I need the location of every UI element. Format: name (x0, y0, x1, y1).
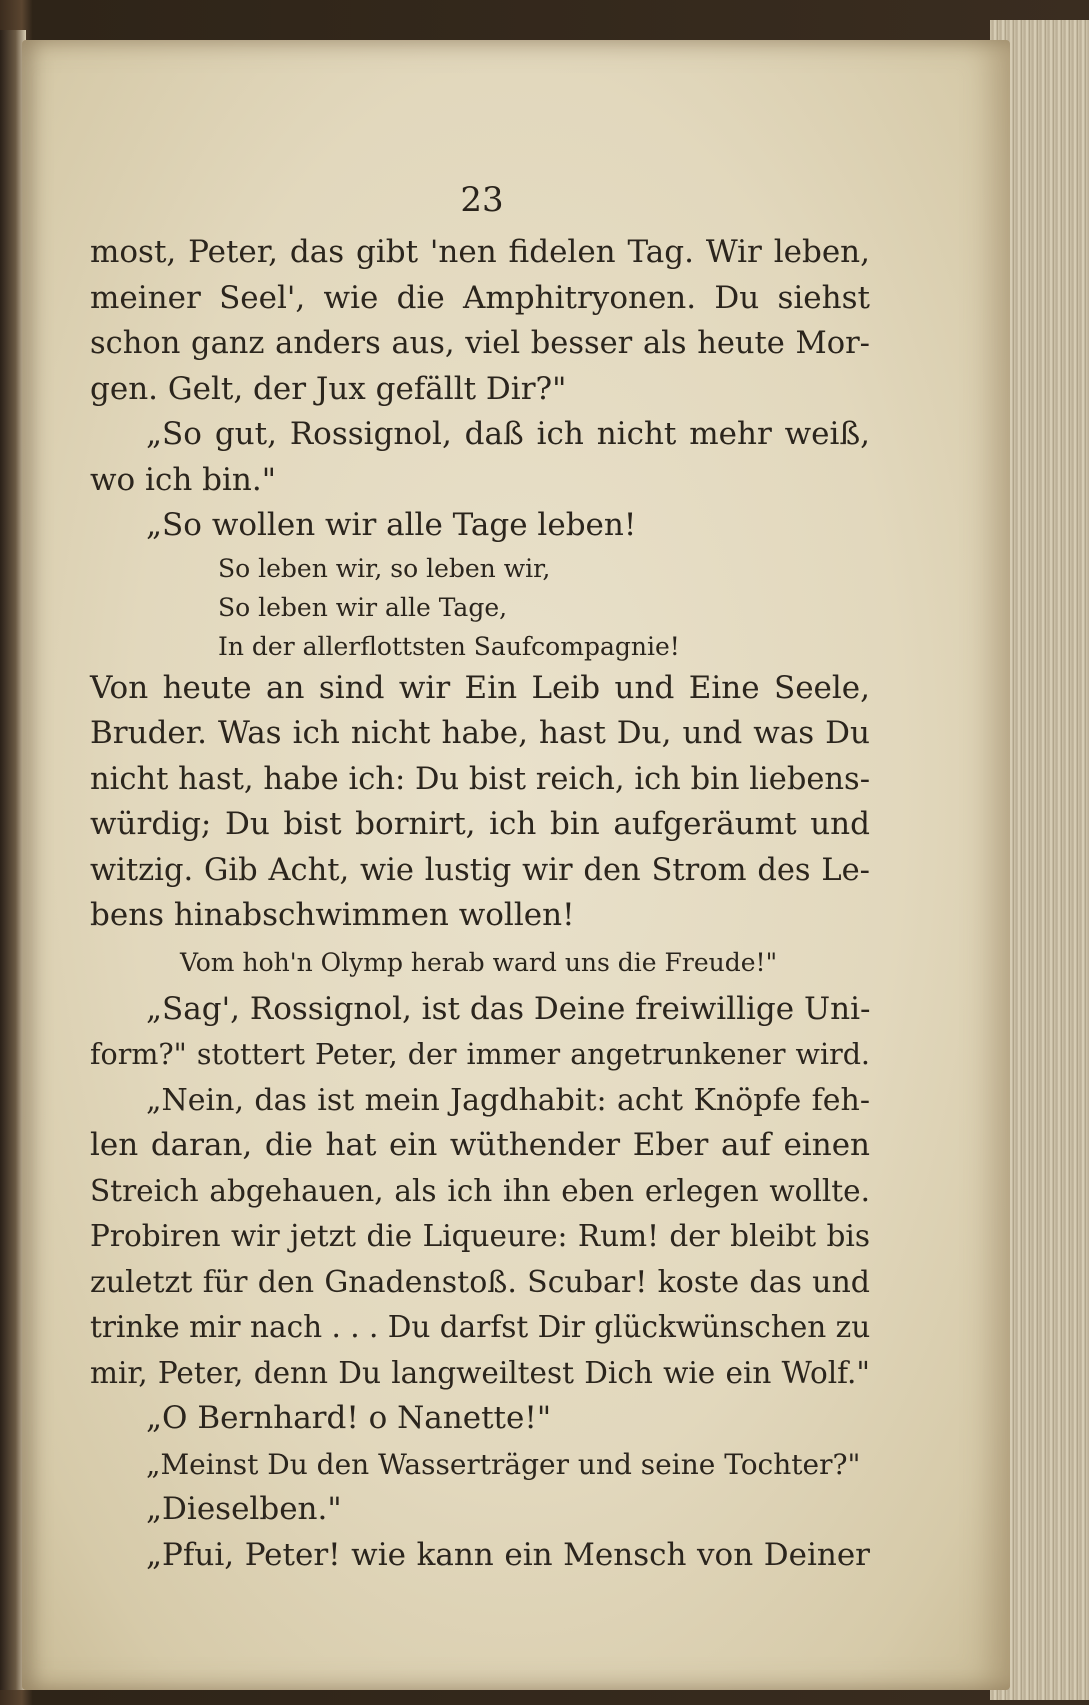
text-line: zuletzt für den Gnadenstoß. Scubar! koste das und (90, 1264, 870, 1300)
text-line: len daran, die hat ein wüthender Eber auf einen (90, 1127, 870, 1163)
text-line: würdig; Du bist bornirt, ich bin aufgeräumt und (90, 806, 870, 842)
text-line: Probiren wir jetzt die Liqueure: Rum! der bleibt bis (90, 1219, 870, 1253)
text-line: „Dieselben." (146, 1491, 342, 1527)
page-number: 23 (460, 180, 504, 220)
text-line: mir, Peter, denn Du langweiltest Dich wie ein Wolf." (90, 1355, 870, 1390)
text-line: Bruder. Was ich nicht habe, hast Du, und was Du (90, 715, 870, 751)
text-line: wo ich bin." (90, 461, 276, 498)
text-line: schon ganz anders aus, viel besser als heute Mor- (90, 326, 870, 361)
text-line: witzig. Gib Acht, wie lustig wir den Strom des Le- (90, 852, 870, 888)
verse-line: So leben wir, so leben wir, (218, 553, 551, 583)
text-line: Von heute an sind wir Ein Leib und Eine Seele, (90, 669, 870, 706)
verse-line: So leben wir alle Tage, (218, 592, 508, 622)
text-line: „So gut, Rossignol, daß ich nicht mehr weiß, (146, 416, 870, 452)
verse-line: Vom hoh'n Olymp herab ward uns die Freude!" (180, 947, 778, 977)
page-text (90, 230, 870, 1578)
text-line: bens hinabschwimmen wollen! (90, 897, 575, 933)
text-line: most, Peter, das gibt 'nen fidelen Tag. Wir leben, (90, 234, 870, 270)
book-page (22, 40, 1010, 1690)
text-line: „Meinst Du den Wasserträger und seine Tochter?" (146, 1447, 861, 1481)
text-line: „Nein, das ist mein Jagdhabit: acht Knöpfe feh- (146, 1082, 870, 1118)
text-line: „Sag', Rossignol, ist das Deine freiwillige Uni- (146, 990, 871, 1027)
text-line: Streich abgehauen, als ich ihn eben erlegen wollte. (90, 1173, 870, 1208)
verse-line: In der allerflottsten Saufcompagnie! (218, 631, 680, 661)
text-line: „So wollen wir alle Tage leben! (146, 507, 637, 543)
text-line: meiner Seel', wie die Amphitryonen. Du siehst (90, 279, 870, 316)
text-line: trinke mir nach . . . Du darfst Dir glückwünschen zu (90, 1310, 871, 1344)
text-line: nicht hast, habe ich: Du bist reich, ich bin liebens- (90, 761, 870, 797)
text-line: form?" stottert Peter, der immer angetrunkener wird. (90, 1038, 870, 1071)
text-line: gen. Gelt, der Jux gefällt Dir?" (90, 370, 567, 407)
text-line: „O Bernhard! o Nanette!" (146, 1400, 552, 1436)
text-line: „Pfui, Peter! wie kann ein Mensch von Deiner (146, 1536, 870, 1573)
